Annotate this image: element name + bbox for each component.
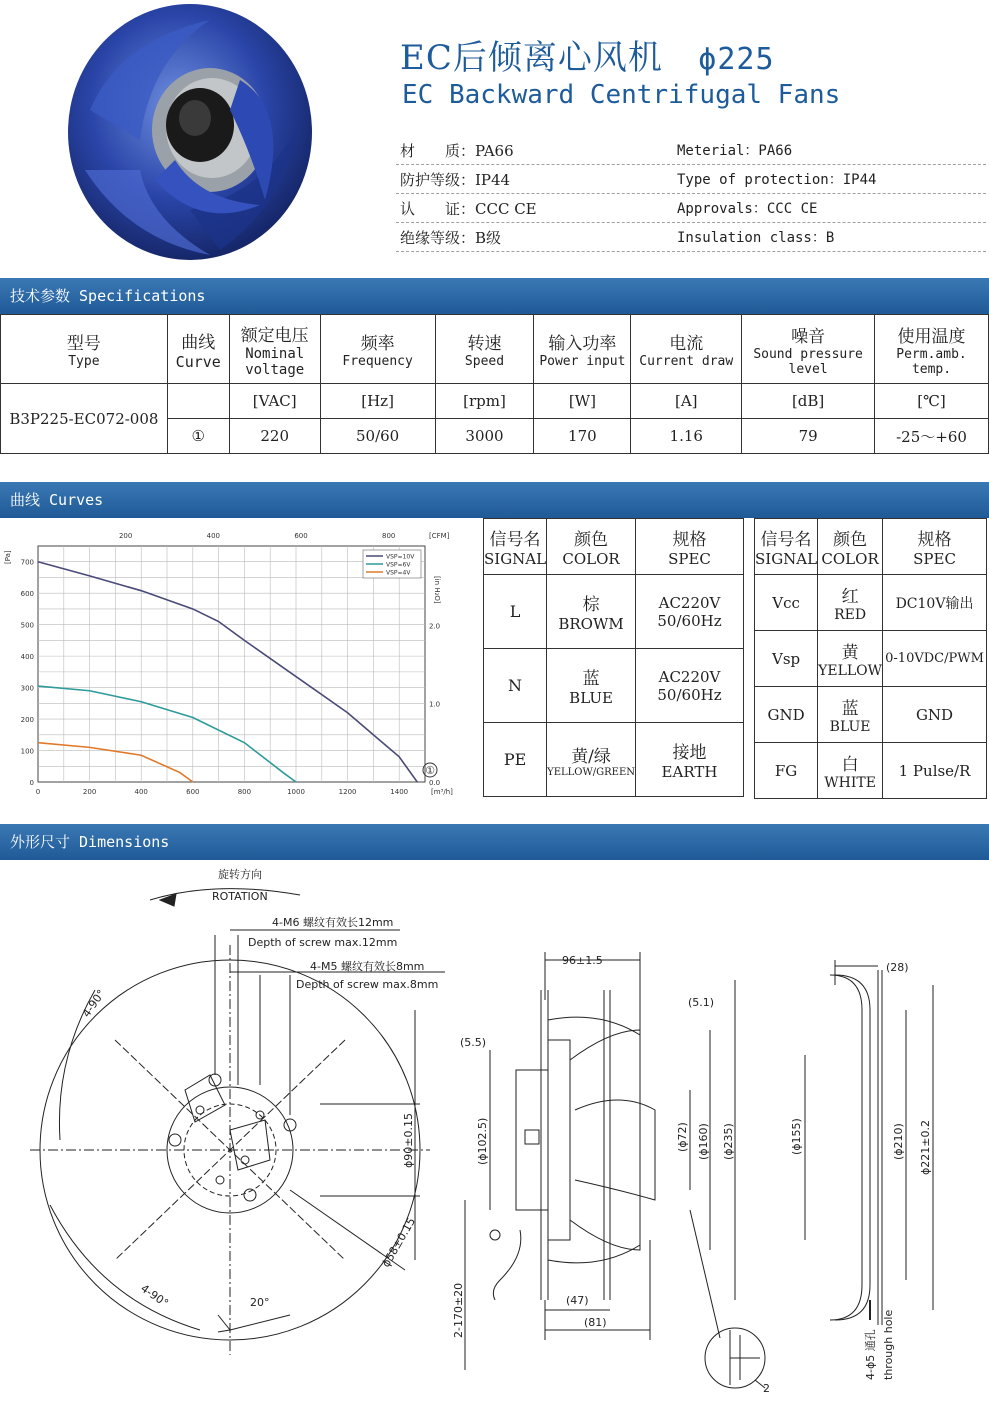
unit-current: [A] [631,384,742,419]
dim-28: (28) [886,961,909,974]
x-tick-label: 1000 [287,788,305,796]
unit-power: [W] [534,384,631,419]
product-title: EC后倾离心风机 ϕ225 [400,38,775,78]
y-tick-label: 100 [20,747,34,756]
signal-table-left: 信号名 SIGNAL 颜色 COLOR 规格 SPEC L 棕 BROWM AC220V 50/60Hz N 蓝 BLUE AC220V 50/60Hz PE 黄/绿 YELLOW/GREEN 接地 EARTH [483,518,744,797]
y2-tick-label: 2.0 [429,622,441,631]
value-frequency: 50/60 [320,419,435,454]
dim-hole-en: through hole [882,1309,895,1380]
y2-tick-label: 1.0 [429,700,441,709]
y-tick-label: 600 [20,590,34,599]
x2-axis-label: [CFM] [429,532,450,540]
y-tick-label: 0 [29,779,34,787]
header-speed: 转速 Speed [435,315,534,384]
property-row: 材 质：PA66 Meterial：PA66 [396,136,986,165]
x-tick-label: 600 [186,788,200,796]
value-voltage: 220 [229,419,320,454]
y-axis-label: [Pa] [4,550,12,564]
value-curve: ① [167,419,229,454]
x-tick-label: 0 [35,788,41,796]
side-view [465,952,765,1388]
unit-noise: [dB] [742,384,875,419]
dim-d210: (ϕ210) [892,1123,905,1160]
value-power: 170 [534,419,631,454]
y-tick-label: 200 [20,716,34,725]
curve-marker: ① [425,764,435,777]
table-row: Vsp 黄 YELLOW 0-10VDC/PWM [755,631,987,687]
legend-label: VSP=6V [386,561,411,569]
value-noise: 79 [742,419,875,454]
table-row: PE 黄/绿 YELLOW/GREEN 接地 EARTH [484,723,744,797]
dimension-drawing [0,860,989,1409]
table-row: N 蓝 BLUE AC220V 50/60Hz [484,649,744,723]
dim-d160: (ϕ160) [697,1123,710,1160]
angle-20: 20° [250,1296,270,1309]
section-curves: 曲线 Curves [0,482,989,518]
angle-bottom: 4-90° [138,1281,171,1310]
header-noise: 噪音 Sound pressure level [742,315,875,384]
performance-curve-chart [0,518,478,800]
x-tick-label: 1200 [338,788,357,796]
dim-detail-2: 2 [763,1382,770,1395]
y-tick-label: 300 [20,684,34,693]
dim-81: (81) [584,1316,607,1329]
m6-label-cn: 4-M6 螺纹有效长12mm [272,916,394,929]
signal-table-right: 信号名 SIGNAL 颜色 COLOR 规格 SPEC Vcc 红 RED DC10V输出 Vsp 黄 YELLOW 0-10VDC/PWM GND 蓝 BLUE GND FG 白 WHITE 1 Pulse/R [754,518,987,799]
table-row: FG 白 WHITE 1 Pulse/R [755,743,987,799]
spec-table [0,314,989,454]
unit-temp: [℃] [875,384,989,419]
property-row: 防护等级：IP44 Type of protection：IP44 [396,165,986,194]
legend-label: VSP=4V [386,569,411,577]
header-temp: 使用温度 Perm.amb. temp. [875,315,989,384]
x-tick-label: 400 [134,788,148,796]
product-size: ϕ225 [698,42,775,77]
unit-speed: [rpm] [435,384,534,419]
property-row: 绝缘等级：B级 Insulation class：B [396,223,986,252]
x2-tick-label: 800 [381,532,396,540]
dim-d102: (ϕ102.5) [476,1117,489,1165]
m5-label-en: Depth of screw max.8mm [296,978,439,991]
table-row: L 棕 BROWM AC220V 50/60Hz [484,575,744,649]
dim-d235: (ϕ235) [722,1123,735,1160]
m5-label-cn: 4-M5 螺纹有效长8mm [310,960,425,973]
value-speed: 3000 [435,419,534,454]
dim-d221: ϕ221±0.2 [919,1120,932,1175]
dim-5-5: (5.5) [460,1036,487,1049]
dim-cable: 2-170±20 [452,1282,465,1338]
x2-tick-label: 400 [206,532,221,540]
x2-tick-label: 600 [294,532,308,540]
fan-product-image [60,0,320,265]
dim-d58: ϕ58±0.15 [379,1215,419,1270]
properties-list [396,136,986,252]
value-current: 1.16 [631,419,742,454]
x-tick-label: 800 [237,788,252,796]
x2-tick-label: 200 [118,532,133,540]
x-axis-label: [m³/h] [431,788,453,796]
dim-side-width: 96±1.5 [562,954,603,967]
property-row: 认 证：CCC CE Approvals：CCC CE [396,194,986,223]
value-temp: -25～+60 [875,419,989,454]
front-view [30,889,445,1355]
header-frequency: 频率 Frequency [320,315,435,384]
dim-47: (47) [566,1294,589,1307]
table-row: Vcc 红 RED DC10V输出 [755,575,987,631]
inlet-ring-view [805,960,933,1325]
dim-hole-cn: 4-ϕ5 通孔 [864,1329,877,1380]
unit-frequency: [Hz] [320,384,435,419]
angle-top: 4-90° [79,987,108,1020]
m6-label-en: Depth of screw max.12mm [248,936,398,949]
unit-voltage: [VAC] [229,384,320,419]
header-current: 电流 Current draw [631,315,742,384]
rotation-label-cn: 旋转方向 [218,868,262,881]
y-tick-label: 400 [20,653,34,662]
header-voltage: 额定电压 Nominal voltage [229,315,320,384]
x-tick-label: 200 [82,788,97,796]
product-subtitle: EC Backward Centrifugal Fans [402,80,841,110]
x-tick-label: 1400 [390,788,409,796]
dim-d155: (ϕ155) [790,1118,803,1155]
y2-tick-label: 0.0 [429,779,441,787]
header-type: 型号 Type [1,315,168,384]
section-specifications: 技术参数 Specifications [0,278,989,314]
legend-label: VSP=10V [386,553,415,561]
y-tick-label: 500 [20,621,34,630]
header-curve: 曲线 Curve [167,315,229,384]
section-dimensions: 外形尺寸 Dimensions [0,824,989,860]
model-cell: B3P225-EC072-008 [1,384,168,454]
table-row: GND 蓝 BLUE GND [755,687,987,743]
y2-axis-label: [in H₂O] [433,576,441,604]
rotation-label-en: ROTATION [212,890,268,903]
header-power: 输入功率 Power input [534,315,631,384]
dim-d72: (ϕ72) [676,1122,689,1152]
dim-d90: ϕ90±0.15 [402,1113,415,1168]
y-tick-label: 700 [20,558,34,567]
dim-5-1: (5.1) [688,996,715,1009]
plot-area [38,546,425,782]
